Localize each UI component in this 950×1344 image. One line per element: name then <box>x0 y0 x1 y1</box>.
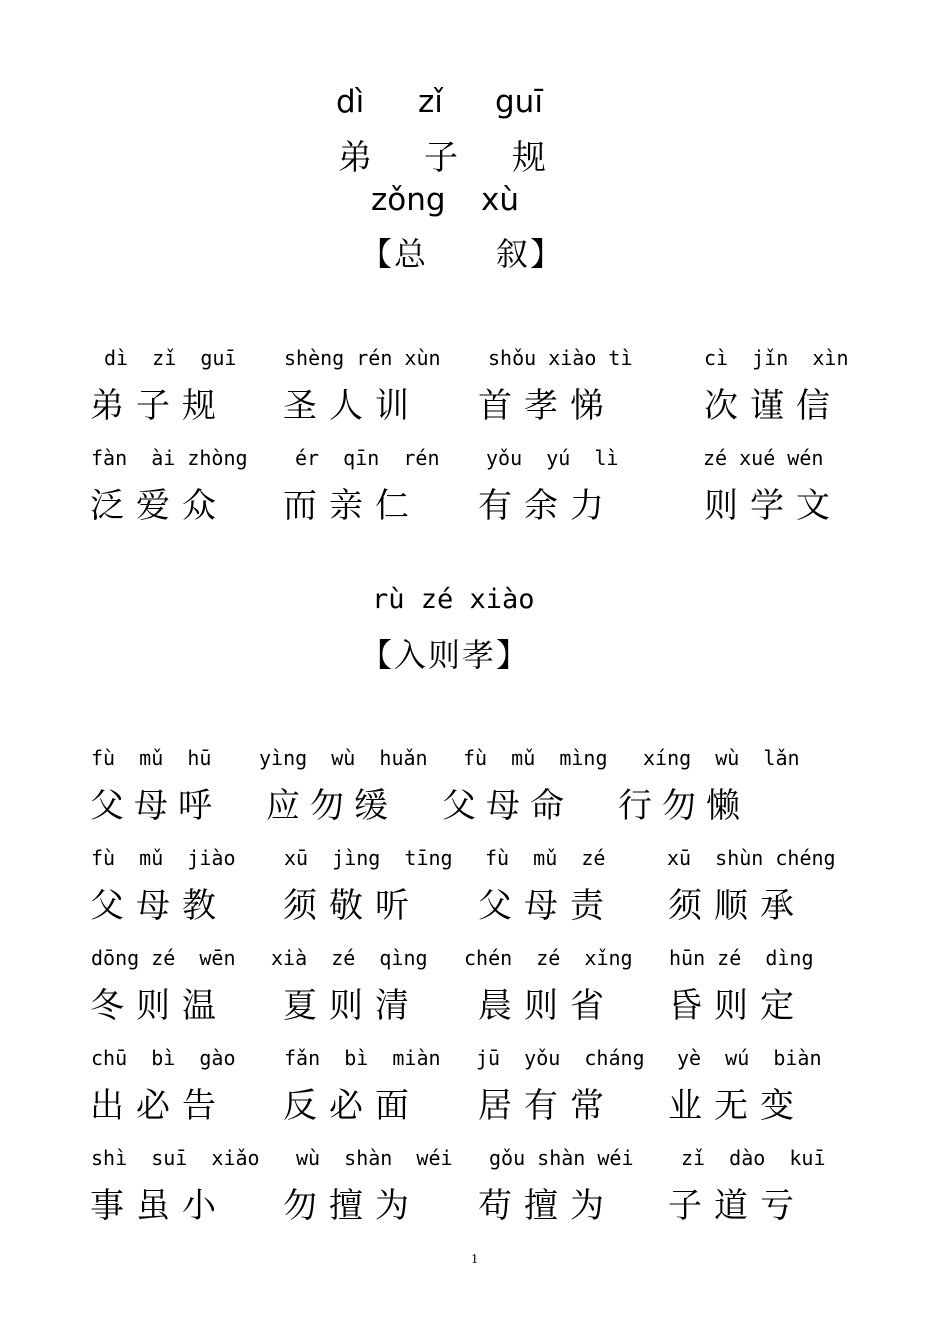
page-number: 1 <box>471 1252 478 1267</box>
pinyin-group: shǒu xiào tì <box>488 346 633 370</box>
pinyin-group: dì zǐ guī <box>104 346 237 370</box>
title-pinyin-1: zǐ <box>418 84 443 120</box>
character-group: 反必面 <box>283 1086 421 1126</box>
character-group: 弟子规 <box>90 386 228 426</box>
character-group: 居有常 <box>478 1086 616 1126</box>
character-group: 则学文 <box>704 486 842 526</box>
character-group: 父母命 <box>442 786 574 826</box>
character-group: 泛爱众 <box>90 486 228 526</box>
character-group: 首孝悌 <box>478 386 616 426</box>
pinyin-group: chén zé xǐng <box>464 946 633 970</box>
section-1-heading-pinyin-0: zǒng <box>371 182 446 218</box>
pinyin-group: fù mǔ mìng <box>463 746 608 770</box>
character-group: 父母责 <box>478 886 616 926</box>
pinyin-group: fàn ài zhòng <box>91 446 248 470</box>
pinyin-group: yìng wù huǎn <box>259 746 428 770</box>
section-1-heading: 【总 叙】 <box>360 235 565 273</box>
character-group: 事虽小 <box>90 1186 228 1226</box>
pinyin-group: dōng zé wēn <box>91 946 236 970</box>
pinyin-group: zǐ dào kuī <box>681 1146 826 1170</box>
pinyin-group: shì suī xiǎo <box>91 1146 260 1170</box>
pinyin-group: shèng rén xùn <box>284 346 441 370</box>
pinyin-group: fǎn bì miàn <box>284 1046 441 1070</box>
pinyin-group: gǒu shàn wéi <box>489 1146 634 1170</box>
pinyin-group: chū bì gào <box>91 1046 236 1070</box>
character-group: 应勿缓 <box>266 786 398 826</box>
character-group: 父母呼 <box>90 786 222 826</box>
pinyin-group: wù shàn wéi <box>296 1146 453 1170</box>
character-group: 父母教 <box>90 886 228 926</box>
pinyin-group: yè wú biàn <box>677 1046 822 1070</box>
pinyin-group: fù mǔ hū <box>91 746 212 770</box>
section-2-heading: 【入则孝】 <box>360 636 531 674</box>
pinyin-group: xū shùn chéng <box>667 846 836 870</box>
pinyin-group: cì jǐn xìn <box>704 346 849 370</box>
character-group: 夏则清 <box>283 986 421 1026</box>
character-group: 行勿懒 <box>618 786 750 826</box>
pinyin-group: fù mǔ zé <box>485 846 606 870</box>
section-1-heading-pinyin-1: xù <box>481 182 519 218</box>
pinyin-group: xià zé qìng <box>271 946 428 970</box>
title-char-2: 规 <box>512 138 546 178</box>
pinyin-group: hūn zé dìng <box>669 946 814 970</box>
pinyin-group: xíng wù lǎn <box>643 746 800 770</box>
character-group: 勿擅为 <box>283 1186 421 1226</box>
character-group: 出必告 <box>90 1086 228 1126</box>
pinyin-group: jū yǒu cháng <box>476 1046 645 1070</box>
pinyin-group: zé xué wén <box>703 446 824 470</box>
title-char-0: 弟 <box>338 138 372 178</box>
title-pinyin-2: guī <box>495 84 543 120</box>
character-group: 须敬听 <box>283 886 421 926</box>
section-2-heading-pinyin: rù zé xiào <box>372 584 535 615</box>
character-group: 昏则定 <box>668 986 806 1026</box>
character-group: 有余力 <box>478 486 616 526</box>
pinyin-group: xū jìng tīng <box>284 846 453 870</box>
character-group: 业无变 <box>668 1086 806 1126</box>
character-group: 须顺承 <box>668 886 806 926</box>
title-char-1: 子 <box>424 138 458 178</box>
character-group: 晨则省 <box>478 986 616 1026</box>
title-pinyin-0: dì <box>336 84 365 120</box>
character-group: 子道亏 <box>668 1186 806 1226</box>
character-group: 苟擅为 <box>478 1186 616 1226</box>
pinyin-group: fù mǔ jiào <box>91 846 236 870</box>
character-group: 次谨信 <box>704 386 842 426</box>
character-group: 而亲仁 <box>283 486 421 526</box>
character-group: 冬则温 <box>90 986 228 1026</box>
character-group: 圣人训 <box>283 386 421 426</box>
pinyin-group: ér qīn rén <box>295 446 440 470</box>
pinyin-group: yǒu yú lì <box>486 446 619 470</box>
